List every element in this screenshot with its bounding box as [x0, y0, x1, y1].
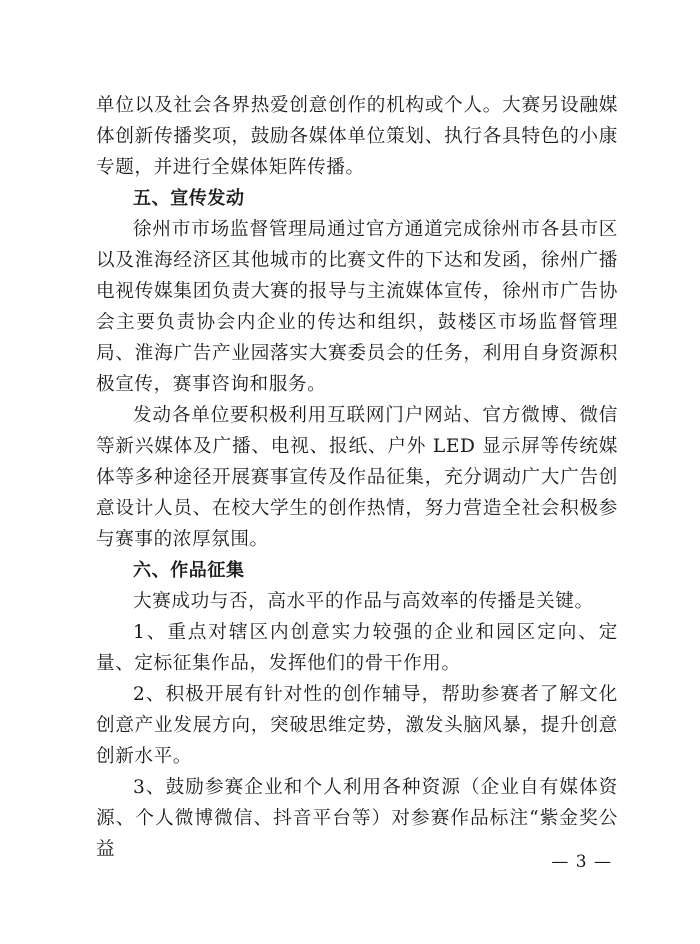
- paragraph-publicity-channels: 徐州市市场监督管理局通过官方通道完成徐州市各县市区以及淮海经济区其他城市的比赛文件的下达和发函，徐州广播电视传媒集团负责大赛的报导与主流媒体宣传，徐州市广告协会主要负责协会内企业的传达和组织，鼓楼区市场监督管理局、淮海广告产业园落实大赛委员会的任务，利用自身资源积极宣传，赛事咨询和服务。: [96, 219, 618, 395]
- paragraph-item-2: 2、积极开展有针对性的创作辅导，帮助参赛者了解文化创意产业发展方向，突破思维定势，激发头脑风暴，提升创意创新水平。: [96, 684, 618, 767]
- section-heading-collection: 六、作品征集: [133, 560, 245, 581]
- page-number: — 3 —: [551, 852, 612, 872]
- paragraph-item-3: 3、鼓励参赛企业和个人利用各种资源（企业自有媒体资源、个人微博微信、抖音平台等）对参赛作品标注“紫金奖公益: [96, 777, 618, 860]
- paragraph-item-1: 1、重点对辖区内创意实力较强的企业和园区定向、定量、定标征集作品，发挥他们的骨干作用。: [96, 622, 618, 674]
- section-heading-publicity: 五、宣传发动: [133, 188, 245, 209]
- paragraph-key-point: 大赛成功与否，高水平的作品与高效率的传播是关键。: [133, 591, 594, 612]
- body-text: [96, 90, 618, 865]
- paragraph-continuation: 单位以及社会各界热爱创意创作的机构或个人。大赛另设融媒体创新传播奖项，鼓励各媒体单位策划、执行各具特色的小康专题，并进行全媒体矩阵传播。: [96, 95, 618, 178]
- paragraph-media-promotion: 发动各单位要积极利用互联网门户网站、官方微博、微信等新兴媒体及广播、电视、报纸、户外 LED 显示屏等传统媒体等多种途径开展赛事宣传及作品征集，充分调动广大广告创意设计人员、在校大学生的创作热情，努力营造全社会积极参与赛事的浓厚氛围。: [96, 405, 618, 550]
